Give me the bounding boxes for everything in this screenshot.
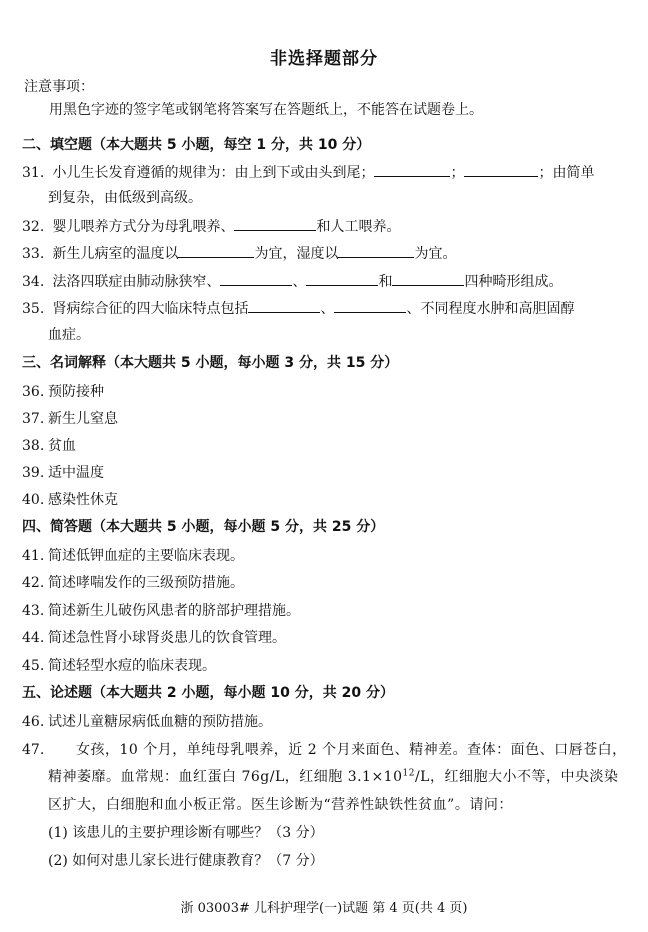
- question-35: [22, 299, 574, 318]
- notice-label: 注意事项：: [24, 79, 94, 95]
- answer-blank: [338, 244, 414, 258]
- question-text: 适中温度: [48, 465, 104, 481]
- question-text: 简述新生儿破伤风患者的脐部护理措施。: [48, 603, 300, 619]
- question-text: 简述哮喘发作的三级预防措施。: [48, 575, 244, 591]
- question-number: 40.: [22, 492, 45, 508]
- question-text: 为宜。: [414, 246, 457, 262]
- question-text: 新生儿病室的温度以: [52, 246, 179, 262]
- question-44: [22, 629, 286, 647]
- question-text: 婴儿喂养方式分为母乳喂养、: [52, 219, 235, 235]
- question-text: ；: [450, 165, 465, 181]
- question-text: 和: [378, 274, 393, 290]
- answer-blank: [392, 272, 464, 286]
- question-number: 41.: [22, 548, 45, 564]
- question-text: 肾病综合征的四大临床特点包括: [52, 301, 249, 317]
- answer-blank: [334, 299, 406, 313]
- case-line-2: [48, 768, 618, 786]
- case-line-3: 区扩大，白细胞和血小板正常。医生诊断为“营养性缺铁性贫血”。请问：: [48, 797, 513, 813]
- section-short-answer-header: 四、简答题（本大题共 5 小题，每小题 5 分，共 25 分）: [22, 519, 385, 535]
- question-text: 贫血: [48, 438, 76, 454]
- sub-question-2: (2) 如何对患儿家长进行健康教育？（7 分）: [48, 853, 324, 869]
- question-number: 36.: [22, 384, 45, 400]
- answer-blank: [306, 272, 378, 286]
- question-text: 为宜，湿度以: [254, 246, 339, 262]
- question-number: 38.: [22, 438, 45, 454]
- case-line-1: 女孩，10 个月，单纯母乳喂养，近 2 个月来面色、精神差。查体：面色、口唇苍白，: [76, 742, 627, 758]
- case-exponent: 12: [402, 768, 415, 779]
- case-text: 精神萎靡。血常规：血红蛋白 76g/L，红细胞 3.1×10: [48, 769, 403, 785]
- question-text: 法洛四联症由肺动脉狭窄、: [52, 274, 221, 290]
- sub-question-1: (1) 该患儿的主要护理诊断有哪些？（3 分）: [48, 825, 324, 841]
- question-text: 小儿生长发育遵循的规律为：由上到下或由头到尾；: [52, 165, 375, 181]
- question-text: 简述低钾血症的主要临床表现。: [48, 548, 244, 564]
- answer-blank: [374, 163, 450, 177]
- question-31-continued: 到复杂，由低级到高级。: [48, 190, 202, 206]
- answer-blank: [178, 244, 254, 258]
- question-31: [22, 163, 594, 182]
- notice-text: 用黑色字迹的签字笔或钢笔将答案写在答题纸上，不能答在试题卷上。: [49, 102, 483, 118]
- answer-blank: [220, 272, 292, 286]
- question-number: 47.: [22, 742, 45, 758]
- question-text: 试述儿童糖尿病低血糖的预防措施。: [48, 714, 272, 730]
- question-number: 34.: [22, 274, 45, 290]
- question-number: 32.: [22, 219, 45, 235]
- question-40: [22, 491, 118, 509]
- answer-blank: [234, 217, 316, 231]
- question-41: [22, 547, 244, 565]
- question-text: 预防接种: [48, 384, 104, 400]
- question-35-continued: 血症。: [48, 327, 90, 343]
- question-number: 42.: [22, 575, 45, 591]
- question-text: 、: [292, 274, 307, 290]
- case-text: /L，红细胞大小不等，中央淡染: [414, 769, 619, 785]
- question-text: 感染性休克: [48, 492, 118, 508]
- question-47: [22, 741, 48, 759]
- question-37: [22, 410, 118, 428]
- question-text: 新生儿窒息: [48, 411, 118, 427]
- question-38: [22, 437, 76, 455]
- question-text: 、不同程度水肿和高胆固醇: [406, 301, 575, 317]
- question-text: 和人工喂养。: [316, 219, 401, 235]
- question-number: 44.: [22, 630, 45, 646]
- question-text: 、: [320, 301, 335, 317]
- question-number: 37.: [22, 411, 45, 427]
- question-46: [22, 713, 272, 731]
- section-fill-blank-header: 二、填空题（本大题共 5 小题，每空 1 分，共 10 分）: [22, 137, 371, 153]
- question-39: [22, 464, 104, 482]
- question-number: 33.: [22, 246, 45, 262]
- page-title: 非选择题部分: [270, 49, 378, 69]
- section-definitions-header: 三、名词解释（本大题共 5 小题，每小题 3 分，共 15 分）: [22, 355, 399, 371]
- question-43: [22, 602, 300, 620]
- page-footer: 浙 03003# 儿科护理学(一)试题 第 4 页(共 4 页): [180, 901, 468, 916]
- question-34: [22, 272, 562, 291]
- question-number: 45.: [22, 658, 45, 674]
- answer-blank: [248, 299, 320, 313]
- question-32: [22, 217, 400, 236]
- question-number: 43.: [22, 603, 45, 619]
- question-36: [22, 383, 104, 401]
- question-text: 简述轻型水痘的临床表现。: [48, 658, 216, 674]
- section-essay-header: 五、论述题（本大题共 2 小题，每小题 10 分，共 20 分）: [22, 685, 394, 701]
- question-33: [22, 244, 456, 263]
- question-number: 35.: [22, 301, 45, 317]
- question-number: 31.: [22, 165, 45, 181]
- question-42: [22, 574, 244, 592]
- question-text: 四种畸形组成。: [464, 274, 563, 290]
- question-text: ；由简单: [538, 165, 595, 181]
- answer-blank: [464, 163, 538, 177]
- question-number: 46.: [22, 714, 45, 730]
- question-number: 39.: [22, 465, 45, 481]
- question-text: 简述急性肾小球肾炎患儿的饮食管理。: [48, 630, 286, 646]
- question-45: [22, 657, 216, 675]
